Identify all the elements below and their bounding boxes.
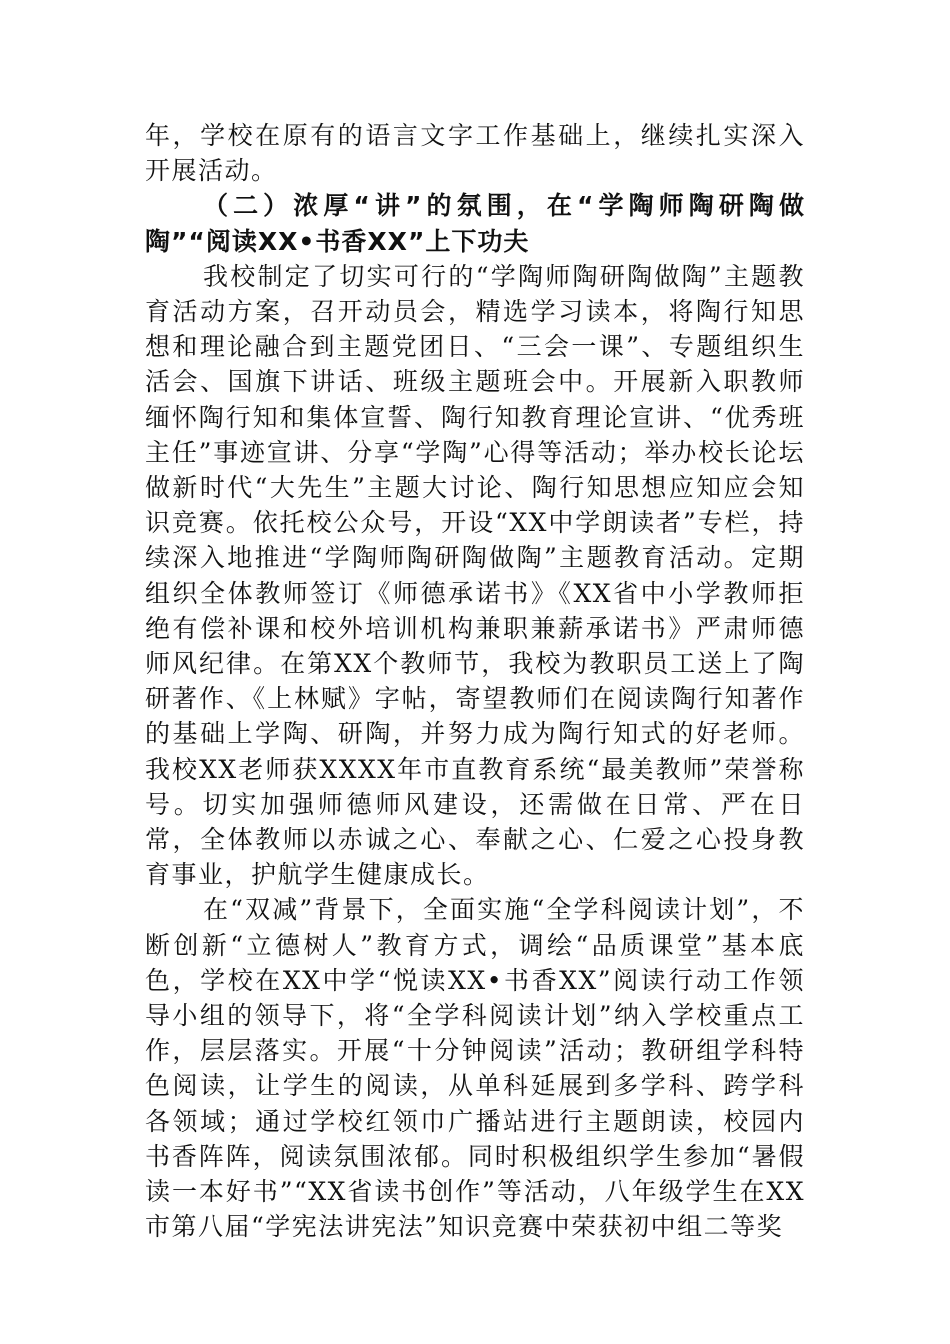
- paragraph-reading-plan: 在“双减”背景下，全面实施“全学科阅读计划”，不断创新“立德树人”教育方式，调绘“品质课堂”基本底色，学校在XX中学“悦读XX•书香XX”阅读行动工作领导小组的领导下，将“全学科阅读计划”纳入学校重点工作，层层落实。开展“十分钟阅读”活动；教研组学科特色阅读，让学生的阅读，从单科延展到多学科、跨学科各领域；通过学校红领巾广播站进行主题朗读，校园内书香阵阵，阅读氛围浓郁。同时积极组织学生参加“暑假读一本好书”“XX省读书创作”等活动，八年级学生在XX市第八届“学宪法讲宪法”知识竞赛中荣获初中组二等奖: [145, 895, 805, 1242]
- paragraph-continuation: 年，学校在原有的语言文字工作基础上，继续扎实深入开展活动。: [145, 121, 805, 186]
- document-body: [145, 118, 805, 1245]
- paragraph-teacher-ethics: 我校制定了切实可行的“学陶师陶研陶做陶”主题教育活动方案，召开动员会，精选学习读本，将陶行知思想和理论融合到主题党团日、“三会一课”、专题组织生活会、国旗下讲话、班级主题班会中。开展新入职教师缅怀陶行知和集体宣誓、陶行知教育理论宣讲、“优秀班主任”事迹宣讲、分享“学陶”心得等活动；举办校长论坛做新时代“大先生”主题大讨论、陶行知思想应知应会知识竞赛。依托校公众号，开设“XX中学朗读者”专栏，持续深入地推进“学陶师陶研陶做陶”主题教育活动。定期组织全体教师签订《师德承诺书》《XX省中小学教师拒绝有偿补课和校外培训机构兼职兼薪承诺书》严肃师德师风纪律。在第XX个教师节，我校为教职员工送上了陶研著作、《上林赋》字帖，寄望教师们在阅读陶行知著作的基础上学陶、研陶，并努力成为陶行知式的好老师。我校XX老师获XXXX年市直教育系统“最美教师”荣誉称号。切实加强师德师风建设，还需做在日常、严在日常，全体教师以赤诚之心、奉献之心、仁爱之心投身教育事业，护航学生健康成长。: [145, 261, 805, 890]
- section-heading: （二）浓厚“讲”的氛围，在“学陶师陶研陶做陶”“阅读XX•书香XX”上下功夫: [145, 191, 805, 256]
